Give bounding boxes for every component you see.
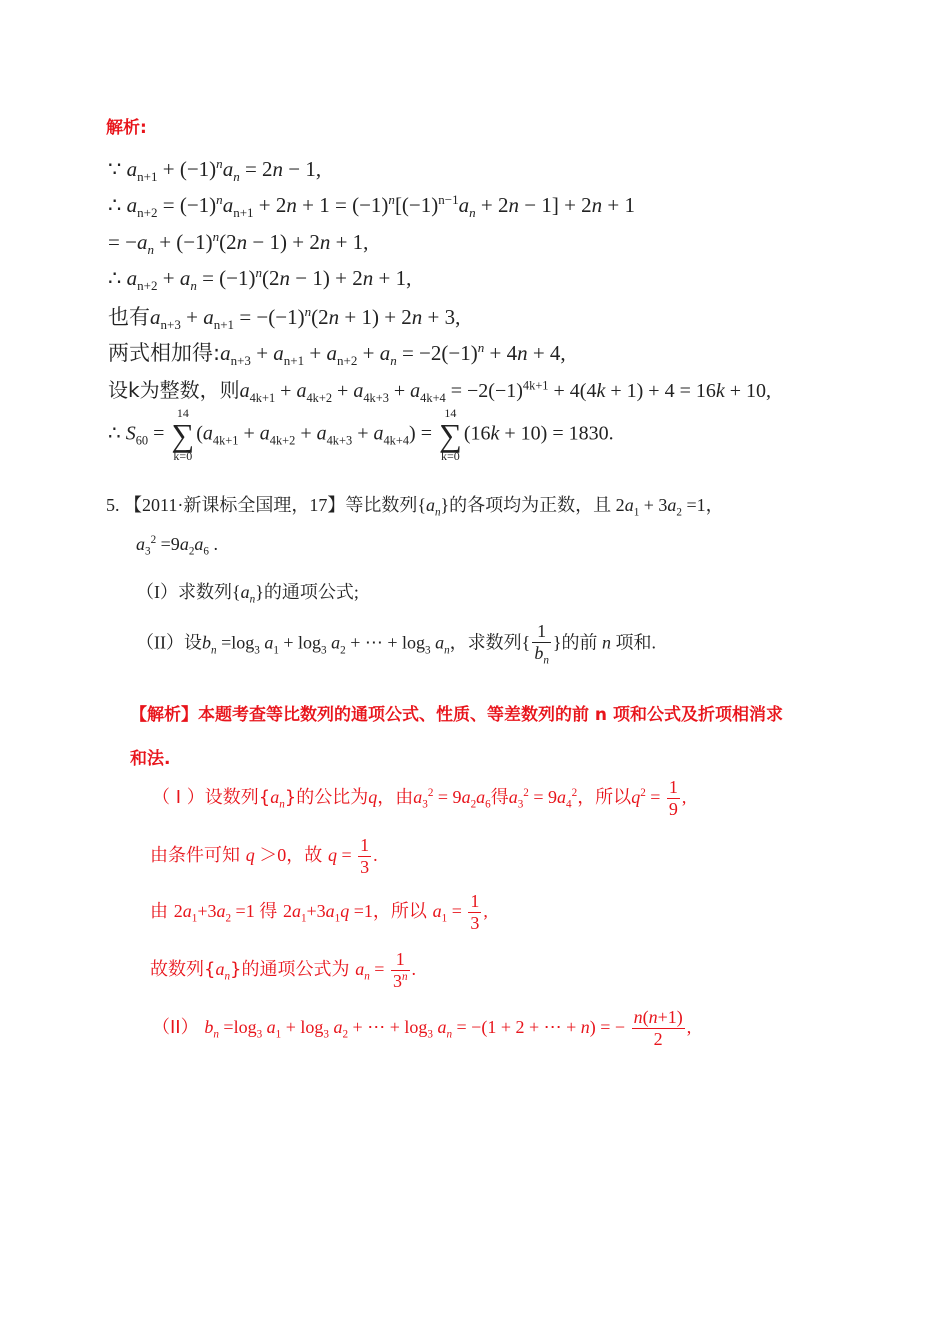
solution-intro-cont-text: 和法.: [130, 749, 171, 769]
fraction-1-over-3n: $\frac{1}{3^n}$: [392, 949, 408, 991]
derivation-line-3: = $-a_n + (-1)^n(2n - 1) + 2n + 1$,: [108, 229, 369, 258]
derivation-line-1: ∵ $a_{n+1} + (-1)^na_n = 2n - 1$,: [108, 156, 322, 185]
derivation-line-2: ∴ $a_{n+2} = (-1)^na_{n+1} + 2n + 1 = (-1)^n[(-1)^{n-1}a_n + 2n - 1] + 2n + 1$: [108, 192, 636, 221]
derivation-line-7-prefix: 设k为整数，则: [108, 378, 240, 402]
analysis-heading-text: 解析:: [106, 118, 147, 138]
solution-step-3: 由 $2a_1+3a_2 =1$ 得 $2a_1+3a_1q =1$，所以 $a_1$ = $\frac{1}{3}$ ,: [150, 891, 488, 933]
derivation-line-5-prefix: 也有: [108, 305, 150, 329]
solution-step-4: 故数列$\{a_n\}$的通项公式为 $a_n$ = $\frac{1}{3^n}$ .: [150, 949, 417, 991]
derivation-line-8: ∴ $S_{60}$ = 14 ∑ k=0 $(a_{4k+1} + a_{4k+2} + a_{4k+3} + a_{4k+4})$ = 14 ∑ k=0 (16k + 10) = 1830.: [108, 406, 614, 463]
problem-part-2: （II）设$b_n =\log_3$ $a_1 + \log_3 a_2$ + ⋯ + $\log_3 a_n$，求数列{ $\frac{1}{b_n}$ }的前 n 项和.: [136, 621, 657, 667]
derivation-line-6-prefix: 两式相加得:: [108, 341, 221, 365]
fraction-n-n-plus-1-over-2: $\frac{n(n+1)}{2}$: [633, 1007, 683, 1049]
solution-intro-text: 【解析】本题考查等比数列的通项公式、性质、等差数列的前 n 项和公式及折项相消求: [130, 705, 783, 725]
derivation-line-6: 两式相加得$:a_{n+3} + a_{n+1} + a_{n+2} + a_n = -2(-1)^n + 4n + 4$,: [108, 340, 566, 369]
problem-part-1: （I）求数列$\{a_n\}$的通项公式;: [136, 582, 359, 606]
problem-number: 5.: [106, 495, 120, 515]
solution-step-2: 由条件可知 q ＞0，故 q = $\frac{1}{3}$ .: [150, 835, 378, 877]
solution-step-1: （ I ）设数列$\{a_n\}$的公比为q，由$a_3^2 = 9a_2a_6$得$a_3^2 = 9a_4^2$，所以$q^2$ = $\frac{1}{9}$ ,: [152, 777, 687, 819]
sum-symbol-2: 14 ∑ k=0: [439, 406, 462, 463]
problem-source: 【2011·新课标全国理，17】: [124, 495, 346, 515]
analysis-heading: [106, 113, 147, 138]
solution-step-5: （II） $b_n =\log_3$ $a_1 + \log_3 a_2$ + ⋯ + $\log_3 a_n = -(1 + 2$ + ⋯ + n) = − $\frac{n(n+1)}{2}$ ,: [152, 1007, 692, 1049]
problem-5-line-1: 5. 【2011·新课标全国理，17】等比数列$\{a_n\}$的各项均为正数，且 $2a_1 + 3a_2 =1$，: [106, 495, 724, 519]
fraction-1-over-bn: $\frac{1}{b_n}$: [534, 621, 549, 667]
derivation-line-4: ∴ $a_{n+2} + a_n = (-1)^n(2n - 1) + 2n + 1$,: [108, 265, 412, 294]
derivation-line-5: 也有$a_{n+3} + a_{n+1} = -(-1)^n(2n + 1) + 2n + 3$,: [108, 304, 461, 333]
fraction-1-over-3-a: $\frac{1}{3}$: [360, 835, 370, 877]
solution-intro: [130, 700, 783, 725]
sum-symbol-1: 14 ∑ k=0: [171, 406, 195, 463]
fraction-1-over-9: $\frac{1}{9}$: [668, 777, 678, 819]
fraction-1-over-3-b: $\frac{1}{3}$: [470, 891, 480, 933]
solution-intro-cont: [130, 744, 170, 769]
problem-5-line-2: $a_3^2 =9a_2a_6$ .: [136, 534, 218, 558]
derivation-line-7: 设k为整数，则$a_{4k+1} + a_{4k+2} + a_{4k+3} + a_{4k+4} = -2(-1)^{4k+1} + 4(4k + 1) + 4 = 16k + 10$,: [108, 378, 772, 405]
